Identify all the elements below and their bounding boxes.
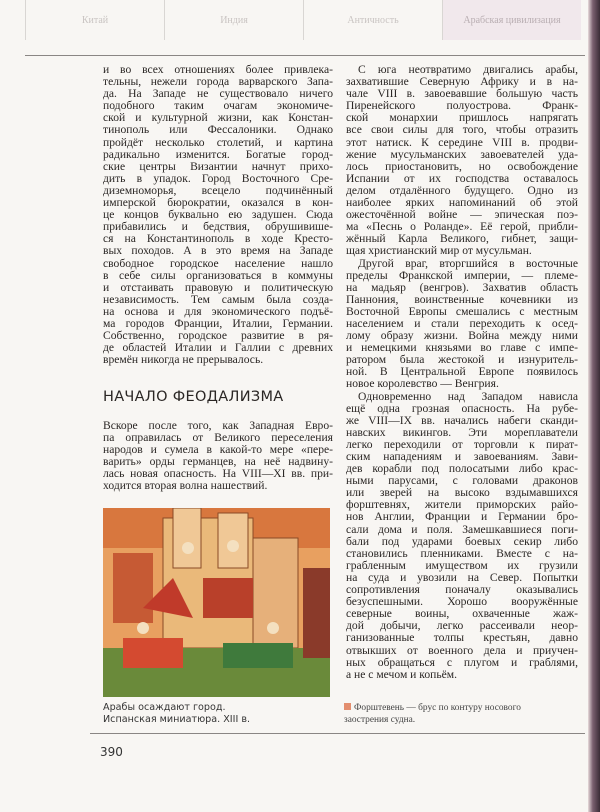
text-line: на основа и для экономического подъё- (103, 304, 333, 318)
text-line: отвыкших от военного дела и приучен- (346, 643, 578, 657)
right-column (346, 64, 578, 681)
footnote (344, 702, 521, 726)
text-line: сали дома и поля. Замешкавшиеся поги- (346, 522, 578, 536)
text-line: ной. В Центральной Европе появилось (346, 365, 578, 379)
text-line: Собственно, городское развитие в ря- (103, 329, 333, 343)
text-line: сопротивления поначалу оказывались (346, 583, 578, 597)
caption-line: Испанская миниатюра. XIII в. (103, 714, 251, 725)
footnote-line: заострения судна. (344, 715, 416, 725)
text-line: свободное городское население нашло (103, 256, 333, 270)
text-line: Одновременно над Западом нависла (358, 389, 578, 403)
text-line: ской и культурной жизни, как Констан- (103, 111, 333, 125)
text-line: а не с мечом и копьём. (346, 667, 457, 681)
book-spine (588, 0, 600, 812)
text-line: независимость. Тем самым была созда- (103, 292, 333, 306)
text-line: нов Англии, Франции и Германии бро- (346, 510, 578, 524)
text-line: легко переходили от торговли к пират- (346, 437, 578, 451)
miniature-illustration (103, 508, 330, 697)
text-line: имперской бюрократии, оказался в кон- (103, 196, 333, 210)
text-line: Вскоре после того, как Западная Евро- (103, 419, 333, 432)
section-heading: НАЧАЛО ФЕОДАЛИЗМА (103, 389, 284, 405)
text-line: на мадьяр (венгров). Захватив область (346, 280, 578, 294)
text-line: Паннония, воинственные кочевники из (346, 292, 578, 306)
text-line: пройдёт несколько столетий, и картина (103, 135, 333, 149)
text-line: в себе силы организоваться в коммуны (103, 268, 333, 282)
text-line: Испании от их господства оставалось (346, 171, 578, 185)
text-line: Другой враг, вторгшийся в восточные (358, 256, 578, 270)
text-line: ожесточённой войне — эпическая поэ- (346, 208, 578, 222)
intro-paragraph (103, 420, 333, 493)
left-column (103, 64, 333, 366)
text-line: па оправилась от Великого переселения (103, 431, 333, 445)
text-line: щая христианский мир от мусульман. (346, 244, 532, 258)
tab-antiquity: Античность (303, 0, 442, 40)
text-line: да. На Западе не существовало ничего (103, 87, 333, 101)
text-line: ским нападениям и завоеваниям. Зави- (346, 450, 578, 463)
text-line: делом отдалённого будущего. Одно из (346, 183, 578, 197)
text-line: северные воины, охваченные жаж- (346, 607, 578, 621)
text-line: тельны, нежели города варварского Запа- (103, 75, 333, 89)
text-line: подобного таким очагам экономиче- (103, 99, 333, 113)
text-line: ские центры Византии начнут прихо- (103, 159, 333, 173)
text-line: навских викингов. Эти мореплаватели (346, 425, 578, 439)
text-line: де областей Италии и Галлии с древних (103, 341, 333, 355)
text-line: лому образу жизни. Война между ними (346, 329, 578, 343)
text-line: дой добычи, легко рассеивали неор- (346, 619, 578, 633)
section-tabs (25, 0, 581, 40)
text-line: жение мусульманских завоевателей уда- (346, 147, 578, 161)
text-line: Восточной Европы смешались с местным (346, 304, 578, 318)
text-line: пределы Франкской империи, — племе- (346, 268, 578, 282)
text-line: грабленным имуществом их грузили (346, 558, 578, 572)
text-line: ся на Константинополь в ходе Кресто- (103, 232, 333, 246)
text-line: наиболее ярких напоминаний об этой (346, 196, 578, 210)
text-line: ными парусами, с головами драконов (346, 474, 578, 488)
text-line: ма городов Франции, Италии, Германии. (103, 316, 333, 330)
text-line: жённый Карла Великого, гибнет, защи- (346, 232, 578, 246)
text-line: все свои силы для того, чтобы отразить (346, 123, 578, 137)
text-line: и во всех отношениях более привлека- (103, 63, 333, 76)
text-line: ных обращаться с плугом и граблями, (346, 655, 578, 669)
tab-india: Индия (164, 0, 303, 40)
text-line: це концов буквально ею задушен. Сюда (103, 208, 333, 222)
text-line: лась новая опасность. На VIII—XI вв. при- (103, 467, 333, 481)
figure-caption (103, 702, 250, 726)
text-line: бали под ударами боевых секир либо (346, 534, 578, 548)
text-line: дев корабли под полосатыми либо крас- (346, 462, 578, 476)
text-line: ганизованные толпы крестьян, давно (346, 631, 578, 645)
text-line: или зверей на высоко вздымавшихся (346, 486, 578, 500)
caption-line: Арабы осаждают город. (103, 702, 226, 713)
text-line: становились пленниками. Вместе с на- (346, 546, 578, 560)
text-line: и немецкими князьями во главе с импе- (346, 341, 578, 355)
text-line: народов и сумела в какой-то мере «пере- (103, 443, 333, 457)
text-line: С юга неотвратимо двигались арабы, (358, 63, 578, 76)
bottom-rule (90, 733, 585, 734)
text-line: диземноморья, всецело подчинённый (103, 183, 333, 197)
text-line: тинополь или Фессалоники. Однако (103, 123, 333, 137)
text-line: ещё одна грозная опасность. На рубе- (346, 401, 578, 415)
text-line: ма «Песнь о Роланде». Её герой, прибли- (346, 220, 578, 234)
text-line: чале VIII в. завоевавшие большую часть (346, 87, 578, 101)
text-line: и отстаивать правовую и политическую (103, 280, 333, 294)
text-line: дить в упадок. Город Восточного Сре- (103, 171, 333, 185)
footnote-line: Форштевень — брус по контуру носового (354, 703, 521, 713)
text-line: лось приостановить, но освобождение (346, 159, 578, 173)
text-line: населением и стали переходить к осед- (346, 316, 578, 330)
text-line: на суда и увозили на Север. Попытки (346, 570, 578, 584)
text-line: Пиренейского полуострова. Франк- (346, 99, 578, 113)
text-line: же VIII—IX вв. начались набеги сканди- (346, 413, 578, 427)
text-line: прибавились и бедствия, обрушивише- (103, 220, 333, 234)
text-line: этот натиск. К середине VIII в. продви- (346, 135, 578, 149)
text-line: радикально изменится. Богатые город- (103, 147, 333, 161)
text-line: времён никогда не прерывалось. (103, 353, 264, 367)
text-line: ратором была жестокой и изнуритель- (346, 353, 578, 367)
top-rule (25, 55, 585, 56)
text-line: захватившие Северную Африку и в на- (346, 75, 578, 89)
tab-china: Китай (25, 0, 164, 40)
text-line: вых походов. А в это время на Западе (103, 244, 333, 258)
text-line: варить» орды германцев, на неё надвину- (103, 455, 333, 469)
footnote-marker-icon (344, 703, 351, 710)
text-line: новое королевство — Венгрия. (346, 377, 499, 391)
text-line: ходится вторая волна нашествий. (103, 479, 268, 493)
text-line: ской монархии пришлось напрягать (346, 111, 578, 125)
page-number: 390 (100, 745, 123, 759)
text-line: форштевнях, жители приморских райо- (346, 498, 578, 512)
text-line: безуспешными. Хорошо вооружённые (346, 595, 578, 609)
tab-arab-civilization: Арабская цивилизация (442, 0, 581, 40)
